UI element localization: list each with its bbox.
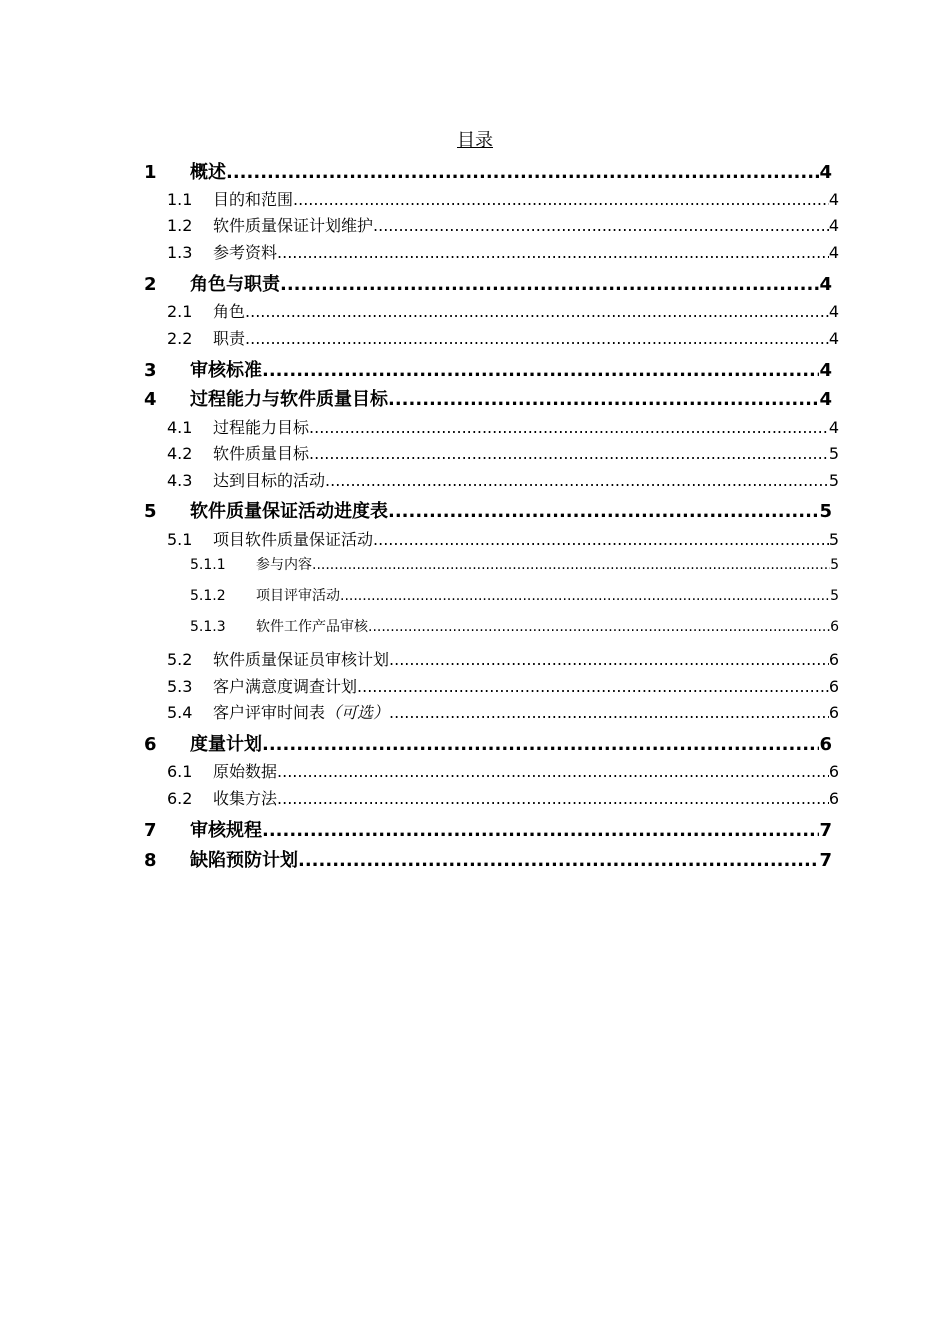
toc-dot-leader	[368, 619, 830, 635]
toc-entry-title: 缺陷预防计划	[190, 850, 298, 870]
toc-entry-5[interactable]	[144, 497, 832, 521]
toc-entry-number: 5	[144, 501, 157, 521]
toc-dot-leader	[388, 389, 819, 409]
toc-entry-title: 达到目标的活动	[213, 471, 326, 490]
toc-page-number: 6	[830, 619, 839, 635]
toc-entry-number: 4.1	[167, 418, 193, 437]
toc-page-number: 5	[819, 501, 832, 521]
toc-dot-leader	[357, 677, 829, 696]
toc-entry-number: 6.1	[167, 762, 193, 781]
toc-entry-number: 5.1.2	[190, 588, 226, 604]
toc-entry-number: 3	[144, 360, 157, 380]
toc-entry-1-1[interactable]	[167, 187, 839, 209]
toc-dot-leader	[373, 216, 829, 235]
toc-entry-2-2[interactable]	[167, 326, 839, 348]
toc-entry-5-3[interactable]	[167, 674, 839, 696]
toc-entry-1-3[interactable]	[167, 240, 839, 262]
toc-entry-title: 职责	[213, 329, 246, 348]
toc-entry-title: 过程能力目标	[213, 418, 310, 437]
toc-entry-3[interactable]	[144, 356, 832, 380]
toc-entry-number: 5.4	[167, 703, 193, 722]
toc-entry-8[interactable]	[144, 846, 832, 870]
toc-entry-number: 1.1	[167, 190, 193, 209]
toc-page-number: 6	[828, 650, 839, 669]
toc-page-number: 5	[830, 588, 839, 604]
toc-entry-number: 6	[144, 734, 157, 754]
toc-dot-leader	[277, 789, 829, 808]
toc-entry-title: 项目评审活动	[256, 588, 340, 604]
toc-entry-title: 参考资料	[213, 243, 278, 262]
toc-dot-leader	[262, 360, 819, 380]
toc-entry-number: 7	[144, 820, 157, 840]
toc-entry-number: 5.1.3	[190, 619, 226, 635]
toc-page-number: 4	[819, 274, 832, 294]
toc-entry-number: 2.1	[167, 302, 193, 321]
toc-entry-title: 软件质量保证活动进度表	[190, 501, 388, 521]
toc-dot-leader	[340, 588, 830, 604]
toc-dot-leader	[298, 850, 819, 870]
toc-entry-title: 客户满意度调查计划	[213, 677, 358, 696]
toc-entry-4-3[interactable]	[167, 468, 839, 490]
toc-page-number: 6	[828, 703, 839, 722]
toc-page-number: 4	[819, 162, 832, 182]
toc-entry-title: 软件质量目标	[213, 444, 310, 463]
toc-entry-number: 5.3	[167, 677, 193, 696]
toc-entry-title: 原始数据	[213, 762, 278, 781]
toc-entry-title: 软件工作产品审核	[256, 619, 368, 635]
toc-dot-leader	[389, 703, 829, 722]
toc-dot-leader	[245, 329, 829, 348]
toc-dot-leader	[309, 418, 829, 437]
toc-entry-number: 5.2	[167, 650, 193, 669]
toc-dot-leader	[389, 650, 829, 669]
toc-entry-optional-note: （可选）	[325, 703, 390, 722]
toc-entry-number: 5.1.1	[190, 557, 226, 573]
toc-entry-title: 参与内容	[256, 557, 312, 573]
toc-entry-5-1-2[interactable]	[190, 585, 839, 605]
toc-entry-title: 概述	[190, 162, 226, 182]
toc-entry-number: 2	[144, 274, 157, 294]
toc-entry-number: 1.2	[167, 216, 193, 235]
toc-entry-title: 度量计划	[190, 734, 262, 754]
toc-entry-title: 过程能力与软件质量目标	[190, 389, 388, 409]
toc-dot-leader	[280, 274, 819, 294]
toc-dot-leader	[373, 530, 829, 549]
toc-entry-1[interactable]	[144, 158, 832, 182]
toc-page-number: 4	[828, 216, 839, 235]
toc-dot-leader	[312, 557, 830, 573]
toc-page-number: 5	[828, 530, 839, 549]
toc-entry-5-1[interactable]	[167, 527, 839, 549]
toc-page-number: 4	[819, 389, 832, 409]
toc-page-number: 4	[819, 360, 832, 380]
toc-entry-title: 项目软件质量保证活动	[213, 530, 374, 549]
toc-entry-7[interactable]	[144, 816, 832, 840]
toc-entry-6[interactable]	[144, 730, 832, 754]
toc-page-number: 5	[830, 557, 839, 573]
toc-dot-leader	[226, 162, 819, 182]
toc-page-number: 5	[828, 471, 839, 490]
toc-entry-title: 角色	[213, 302, 246, 321]
toc-entry-4-1[interactable]	[167, 415, 839, 437]
toc-page-number: 6	[828, 677, 839, 696]
toc-dot-leader	[277, 243, 829, 262]
toc-entry-4[interactable]	[144, 385, 832, 409]
toc-page-number: 4	[828, 243, 839, 262]
toc-entry-number: 4	[144, 389, 157, 409]
toc-entry-title: 审核标准	[190, 360, 262, 380]
toc-entry-6-2[interactable]	[167, 786, 839, 808]
toc-page-number: 7	[819, 820, 832, 840]
toc-title: 目录	[457, 130, 493, 151]
toc-entry-title: 软件质量保证计划维护	[213, 216, 374, 235]
toc-entry-number: 6.2	[167, 789, 193, 808]
toc-page-number: 4	[828, 329, 839, 348]
toc-entry-number: 5.1	[167, 530, 193, 549]
toc-entry-5-4[interactable]	[167, 700, 839, 722]
toc-dot-leader	[277, 762, 829, 781]
toc-dot-leader	[293, 190, 829, 209]
toc-dot-leader	[262, 820, 819, 840]
toc-entry-title: 审核规程	[190, 820, 262, 840]
toc-entry-title: 收集方法	[213, 789, 278, 808]
toc-page-number: 6	[828, 762, 839, 781]
toc-entry-number: 4.2	[167, 444, 193, 463]
toc-entry-title: 客户评审时间表	[213, 703, 326, 722]
toc-entry-5-1-1[interactable]	[190, 554, 839, 574]
toc-entry-4-2[interactable]	[167, 441, 839, 463]
toc-entry-2-1[interactable]	[167, 299, 839, 321]
toc-entry-number: 1.3	[167, 243, 193, 262]
toc-page-number: 4	[828, 418, 839, 437]
toc-entry-number: 8	[144, 850, 157, 870]
toc-page-number: 5	[828, 444, 839, 463]
toc-dot-leader	[262, 734, 819, 754]
toc-dot-leader	[309, 444, 829, 463]
toc-entry-6-1[interactable]	[167, 759, 839, 781]
toc-page-number: 4	[828, 302, 839, 321]
toc-entry-2[interactable]	[144, 270, 832, 294]
toc-dot-leader	[245, 302, 829, 321]
toc-page-number: 7	[819, 850, 832, 870]
toc-page-number: 6	[819, 734, 832, 754]
toc-entry-5-2[interactable]	[167, 647, 839, 669]
toc-dot-leader	[388, 501, 819, 521]
toc-entry-1-2[interactable]	[167, 213, 839, 235]
toc-dot-leader	[325, 471, 829, 490]
toc-entry-title: 目的和范围	[213, 190, 294, 209]
toc-entry-number: 4.3	[167, 471, 193, 490]
toc-entry-number: 2.2	[167, 329, 193, 348]
toc-entry-number: 1	[144, 162, 157, 182]
toc-page-number: 4	[828, 190, 839, 209]
toc-entry-title: 角色与职责	[190, 274, 280, 294]
toc-entry-title: 软件质量保证员审核计划	[213, 650, 390, 669]
toc-entry-5-1-3[interactable]	[190, 616, 839, 636]
toc-page-number: 6	[828, 789, 839, 808]
